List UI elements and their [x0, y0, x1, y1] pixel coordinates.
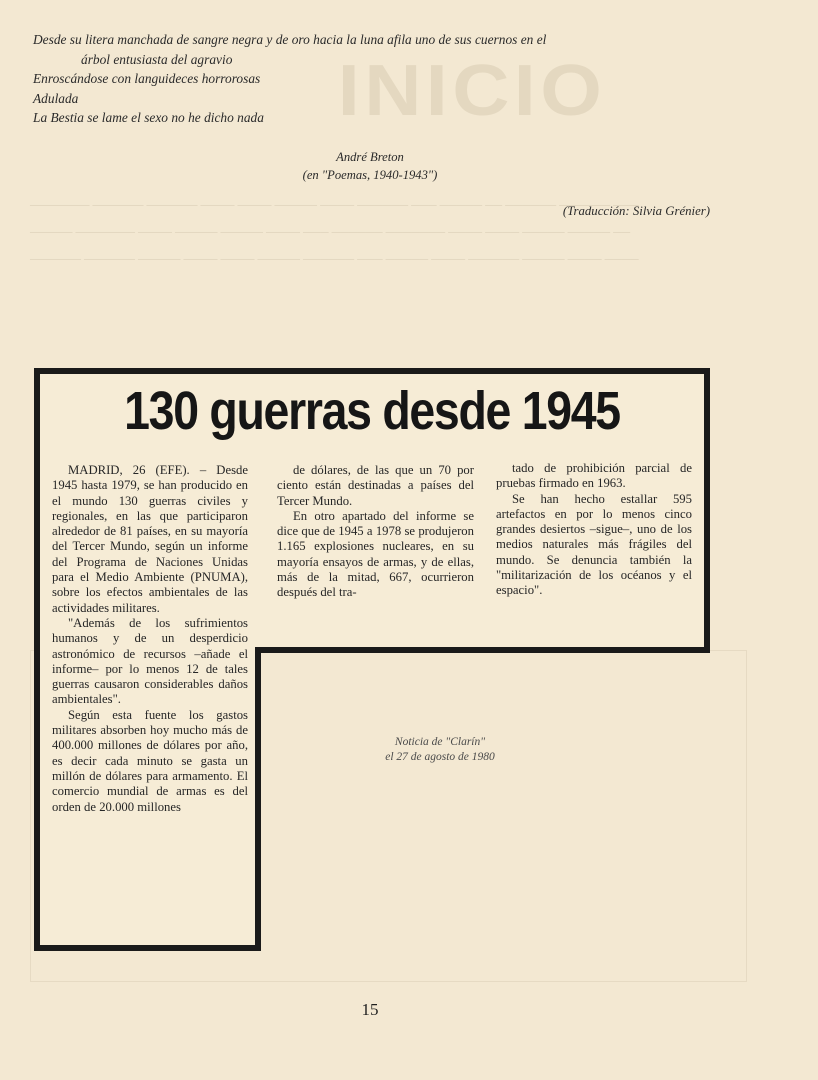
article-paragraph: MADRID, 26 (EFE). – Desde 1945 hasta 1979, se han producido en el mundo 130 guerras civiles y regionales, en las que participaron alrededor de 81 países, en su mayoría del Tercer Mundo, según un informe del Programa de Naciones Unidas para el Medio Ambiente (PNUMA), sobre los efectos ambientales de las actividades militares.	[52, 463, 248, 615]
page-number: 15	[361, 1000, 379, 1019]
translation-credit: (Traducción: Silvia Grénier)	[562, 204, 710, 218]
article-column-1	[52, 463, 248, 815]
poem-line: Desde su litera manchada de sangre negra y de oro hacia la luna afila uno de sus cuernos en el	[33, 32, 547, 47]
article-column-2	[277, 463, 474, 601]
poem-line: árbol entusiasta del agravio	[81, 51, 233, 67]
article-paragraph: "Además de los sufrimientos humanos y de un desperdicio astronómico de recursos –añade el informe– por lo menos 12 de tales guerras causaron considerables daños ambientales".	[52, 615, 248, 707]
poem-line: Adulada	[33, 90, 79, 106]
bleed-through-text: ─────── ────── ────── ──── ──── ───── ──── ────── ─── ───── ── ────── ────── ─── ───── ─────── ──── ───── ───── ──── ─── ────── ─────── ──── ──── ───── ───── ── ────── ────── ───── ──── ──── ───── ────── ─── ───── ──── ────── ───── ──── ────	[30, 198, 639, 266]
caption-date: el 27 de agosto de 1980	[385, 751, 495, 763]
poem-source: (en "Poemas, 1940-1943")	[302, 168, 438, 182]
clipping-headline: 130 guerras desde 1945	[124, 381, 620, 441]
article-column-3	[496, 461, 692, 599]
bleed-through-title: INICIO	[337, 51, 607, 131]
poem-line: Enroscándose con languideces horrorosas	[33, 71, 261, 87]
poem-line: La Bestia se lame el sexo no he dicho nada	[33, 110, 264, 126]
poem-author: André Breton	[336, 150, 404, 164]
article-paragraph: tado de prohibición parcial de pruebas firmado en 1963.	[496, 461, 692, 491]
article-paragraph: En otro apartado del informe se dice que de 1945 a 1978 se produjeron 1.165 explosiones nucleares, en su mayoría ensayos de armas, y de ellas, más de la mitad, 667, ocurrieron después del tra-	[277, 508, 474, 600]
clipping-caption	[335, 735, 545, 765]
poem	[33, 30, 793, 128]
article-paragraph: de dólares, de las que un 70 por ciento están destinadas a países del Tercer Mundo.	[277, 463, 474, 508]
article-paragraph: Se han hecho estallar 595 artefactos en por lo menos cinco grandes desiertos –sigue–, uno de los medios naturales más frágiles del mundo. Se denuncia también la "militarización de los océanos y el espacio".	[496, 491, 692, 598]
newspaper-clipping	[34, 368, 710, 951]
caption-source: Noticia de "Clarín"	[394, 736, 486, 748]
article-paragraph: Según esta fuente los gastos militares absorben hoy mucho más de 400.000 millones de dólares por año, es decir cada minuto se gasta un millón de dólares para armamento. El comercio mundial de armas es del orden de 20.000 millones	[52, 707, 248, 814]
poem-attribution	[220, 148, 520, 184]
